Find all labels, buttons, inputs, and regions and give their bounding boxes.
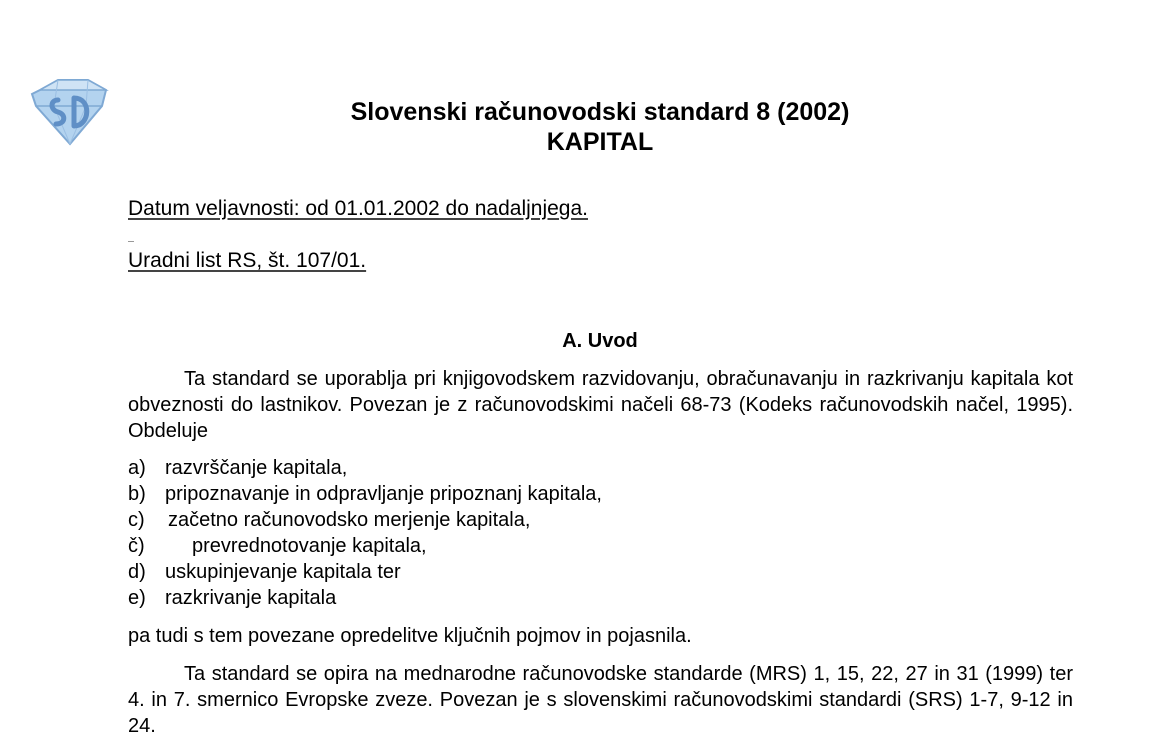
list-marker: d) [128, 561, 146, 583]
intro-paragraph-text: Ta standard se uporablja pri knjigovodskem razvidovanju, obračunavanju in razkrivanju kapitala kot obveznosti do lastnikov. Povezan je z računovodskimi načeli 68-73 (Kodeks računovodskih načel, 1995). Obdeluje [128, 368, 1073, 442]
list-marker: b) [128, 483, 146, 505]
list-item-text: razkrivanje kapitala [165, 587, 337, 609]
list-item-text: pripoznavanje in odpravljanje pripoznanj kapitala, [165, 483, 602, 505]
list-item [128, 559, 602, 585]
list-marker: e) [128, 587, 146, 609]
list-item-text: razvrščanje kapitala, [165, 457, 348, 479]
reference-paragraph-text: Ta standard se opira na mednarodne računovodske standarde (MRS) 1, 15, 22, 27 in 31 (1999) ter 4. in 7. smernico Evropske zveze. Povezan je s slovenskimi računovodskimi standardi (SRS) 1-7, 9-12 in 24. [128, 663, 1073, 737]
list-marker: a) [128, 457, 146, 479]
section-heading: A. Uvod [562, 330, 638, 352]
gazette-text: Uradni list RS, št. 107/01. [128, 249, 367, 272]
list-marker: c) [128, 509, 145, 531]
list-item [128, 455, 602, 481]
list-item-text: prevrednotovanje kapitala, [192, 535, 427, 557]
list-item [128, 585, 602, 611]
list-item-text: začetno računovodsko merjenje kapitala, [168, 509, 531, 531]
list-marker: č) [128, 535, 145, 557]
validity-text: Datum veljavnosti: od 01.01.2002 do nadaljnjega. [128, 197, 588, 220]
list-item [128, 533, 602, 559]
list-item-text: uskupinjevanje kapitala ter [165, 561, 401, 583]
reference-paragraph [128, 661, 1073, 739]
topic-list [128, 455, 602, 611]
document-title [0, 97, 1157, 157]
title-line-1: Slovenski računovodski standard 8 (2002) [350, 98, 850, 126]
summary-line: pa tudi s tem povezane opredelitve ključnih pojmov in pojasnila. [128, 625, 692, 647]
divider-mark [128, 241, 134, 242]
list-item [128, 507, 602, 533]
intro-paragraph [128, 366, 1073, 444]
validity-line [128, 196, 588, 222]
title-line-2: KAPITAL [546, 128, 654, 156]
list-item [128, 481, 602, 507]
gazette-line [128, 248, 366, 274]
